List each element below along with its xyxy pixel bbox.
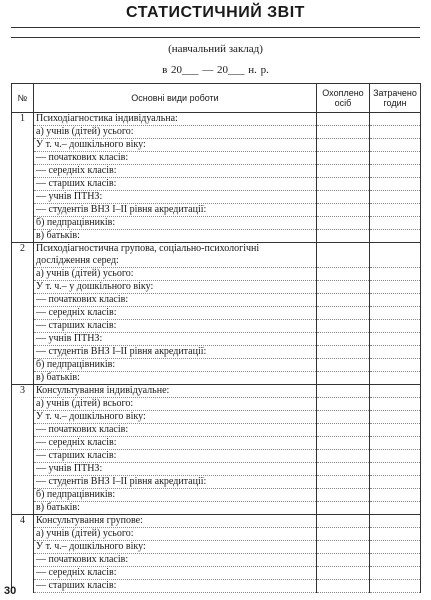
covered-cell (317, 191, 370, 204)
hours-cell (370, 372, 421, 385)
table-row (12, 307, 421, 320)
table-row (12, 476, 421, 489)
table-row (12, 217, 421, 230)
hours-cell (370, 268, 421, 281)
table-row (12, 554, 421, 567)
table-row (12, 437, 421, 450)
page-number: 30 (4, 585, 17, 597)
hours-cell (370, 230, 421, 243)
work-type-cell: — студентів ВНЗ І–ІІ рівня акредитації: (34, 346, 317, 359)
hours-cell (370, 554, 421, 567)
hours-cell (370, 424, 421, 437)
report-table (11, 83, 421, 593)
section-number: 1 (12, 113, 34, 243)
work-type-cell: б) педпрацівників: (34, 359, 317, 372)
covered-cell (317, 346, 370, 359)
work-type-cell: — початкових класів: (34, 152, 317, 165)
work-type-cell: — початкових класів: (34, 424, 317, 437)
hours-cell (370, 294, 421, 307)
covered-cell (317, 230, 370, 243)
work-type-cell: в) батьків: (34, 502, 317, 515)
table-row (12, 320, 421, 333)
hours-cell (370, 515, 421, 528)
work-type-cell: в) батьків: (34, 372, 317, 385)
section-number: 3 (12, 385, 34, 515)
section-number: 4 (12, 515, 34, 593)
covered-cell (317, 476, 370, 489)
hours-cell (370, 320, 421, 333)
covered-cell (317, 281, 370, 294)
work-type-cell: б) педпрацівників: (34, 489, 317, 502)
work-type-cell: а) учнів (дітей) усього: (34, 126, 317, 139)
table-row (12, 230, 421, 243)
hours-cell (370, 580, 421, 593)
section-number: 2 (12, 243, 34, 385)
table-row (12, 139, 421, 152)
column-header-work: Основні види роботи (34, 84, 317, 113)
table-row (12, 580, 421, 593)
hours-cell (370, 411, 421, 424)
work-type-cell: — старших класів: (34, 178, 317, 191)
table-row (12, 113, 421, 126)
hours-cell (370, 126, 421, 139)
hours-cell (370, 567, 421, 580)
table-row (12, 450, 421, 463)
table-row (12, 398, 421, 411)
covered-cell (317, 333, 370, 346)
work-type-cell: Психодіагностична групова, соціально-психологічні дослідження серед: (34, 243, 317, 268)
work-type-cell: — студентів ВНЗ І–ІІ рівня акредитації: (34, 476, 317, 489)
table-row (12, 424, 421, 437)
work-type-cell: — старших класів: (34, 450, 317, 463)
covered-cell (317, 217, 370, 230)
table-row (12, 152, 421, 165)
work-type-cell: — студентів ВНЗ І–ІІ рівня акредитації: (34, 204, 317, 217)
work-type-cell: У т. ч.– дошкільного віку: (34, 139, 317, 152)
covered-cell (317, 139, 370, 152)
covered-cell (317, 307, 370, 320)
covered-cell (317, 515, 370, 528)
table-row (12, 165, 421, 178)
table-row (12, 502, 421, 515)
column-header-number: № (12, 84, 34, 113)
hours-cell (370, 359, 421, 372)
work-type-cell: Консультування індивідуальне: (34, 385, 317, 398)
covered-cell (317, 294, 370, 307)
table-row (12, 463, 421, 476)
hours-cell (370, 528, 421, 541)
table-header-row (12, 84, 421, 113)
work-type-cell: У т. ч.– дошкільного віку: (34, 411, 317, 424)
covered-cell (317, 424, 370, 437)
covered-cell (317, 528, 370, 541)
table-row (12, 178, 421, 191)
covered-cell (317, 411, 370, 424)
work-type-cell: б) педпрацівників: (34, 217, 317, 230)
work-type-cell: а) учнів (дітей) всього: (34, 398, 317, 411)
table-row (12, 333, 421, 346)
covered-cell (317, 359, 370, 372)
institution-caption: (навчальний заклад) (168, 43, 263, 55)
hours-cell (370, 489, 421, 502)
covered-cell (317, 178, 370, 191)
hours-cell (370, 541, 421, 554)
table-row (12, 489, 421, 502)
work-type-cell: — середніх класів: (34, 165, 317, 178)
table-row (12, 268, 421, 281)
hours-cell (370, 281, 421, 294)
hours-cell (370, 178, 421, 191)
hours-cell (370, 502, 421, 515)
work-type-cell: У т. ч.– дошкільного віку: (34, 541, 317, 554)
table-row (12, 346, 421, 359)
table-row (12, 567, 421, 580)
work-type-cell: — середніх класів: (34, 567, 317, 580)
hours-cell (370, 346, 421, 359)
column-header-hours: Затрачено годин (370, 84, 421, 113)
covered-cell (317, 489, 370, 502)
work-type-cell: а) учнів (дітей) усього: (34, 268, 317, 281)
covered-cell (317, 113, 370, 126)
hours-cell (370, 191, 421, 204)
work-type-cell: — учнів ПТНЗ: (34, 463, 317, 476)
covered-cell (317, 541, 370, 554)
work-type-cell: У т. ч.– у дошкільного віку: (34, 281, 317, 294)
work-type-cell: — початкових класів: (34, 554, 317, 567)
covered-cell (317, 463, 370, 476)
covered-cell (317, 165, 370, 178)
work-type-cell: — старших класів: (34, 320, 317, 333)
covered-cell (317, 580, 370, 593)
table-row (12, 294, 421, 307)
table-row (12, 126, 421, 139)
covered-cell (317, 372, 370, 385)
hours-cell (370, 307, 421, 320)
covered-cell (317, 567, 370, 580)
academic-year-line: в 20___ — 20___ н. р. (162, 64, 269, 76)
covered-cell (317, 554, 370, 567)
title-divider (11, 27, 420, 28)
covered-cell (317, 502, 370, 515)
table-row (12, 359, 421, 372)
table-row (12, 385, 421, 398)
table-row (12, 191, 421, 204)
hours-cell (370, 152, 421, 165)
work-type-cell: — старших класів: (34, 580, 317, 593)
table-row (12, 204, 421, 217)
table-row (12, 243, 421, 268)
work-type-cell: — учнів ПТНЗ: (34, 191, 317, 204)
covered-cell (317, 126, 370, 139)
work-type-cell: а) учнів (дітей) усього: (34, 528, 317, 541)
institution-line (11, 37, 420, 38)
covered-cell (317, 204, 370, 217)
covered-cell (317, 320, 370, 333)
covered-cell (317, 243, 370, 268)
hours-cell (370, 217, 421, 230)
work-type-cell: Психодіагностика індивідуальна: (34, 113, 317, 126)
table-row (12, 528, 421, 541)
hours-cell (370, 463, 421, 476)
hours-cell (370, 113, 421, 126)
covered-cell (317, 152, 370, 165)
table-row (12, 541, 421, 554)
covered-cell (317, 437, 370, 450)
work-type-cell: — середніх класів: (34, 307, 317, 320)
hours-cell (370, 450, 421, 463)
hours-cell (370, 165, 421, 178)
table-row (12, 411, 421, 424)
covered-cell (317, 398, 370, 411)
covered-cell (317, 268, 370, 281)
column-header-covered: Охоплено осіб (317, 84, 370, 113)
hours-cell (370, 398, 421, 411)
covered-cell (317, 385, 370, 398)
report-title: СТАТИСТИЧНИЙ ЗВІТ (126, 4, 305, 21)
hours-cell (370, 204, 421, 217)
table-row (12, 515, 421, 528)
work-type-cell: в) батьків: (34, 230, 317, 243)
hours-cell (370, 139, 421, 152)
covered-cell (317, 450, 370, 463)
work-type-cell: Консультування групове: (34, 515, 317, 528)
work-type-cell: — початкових класів: (34, 294, 317, 307)
report-table-body (12, 113, 421, 593)
table-row (12, 372, 421, 385)
work-type-cell: — учнів ПТНЗ: (34, 333, 317, 346)
hours-cell (370, 333, 421, 346)
hours-cell (370, 437, 421, 450)
work-type-cell: — середніх класів: (34, 437, 317, 450)
hours-cell (370, 243, 421, 268)
table-row (12, 281, 421, 294)
hours-cell (370, 385, 421, 398)
hours-cell (370, 476, 421, 489)
